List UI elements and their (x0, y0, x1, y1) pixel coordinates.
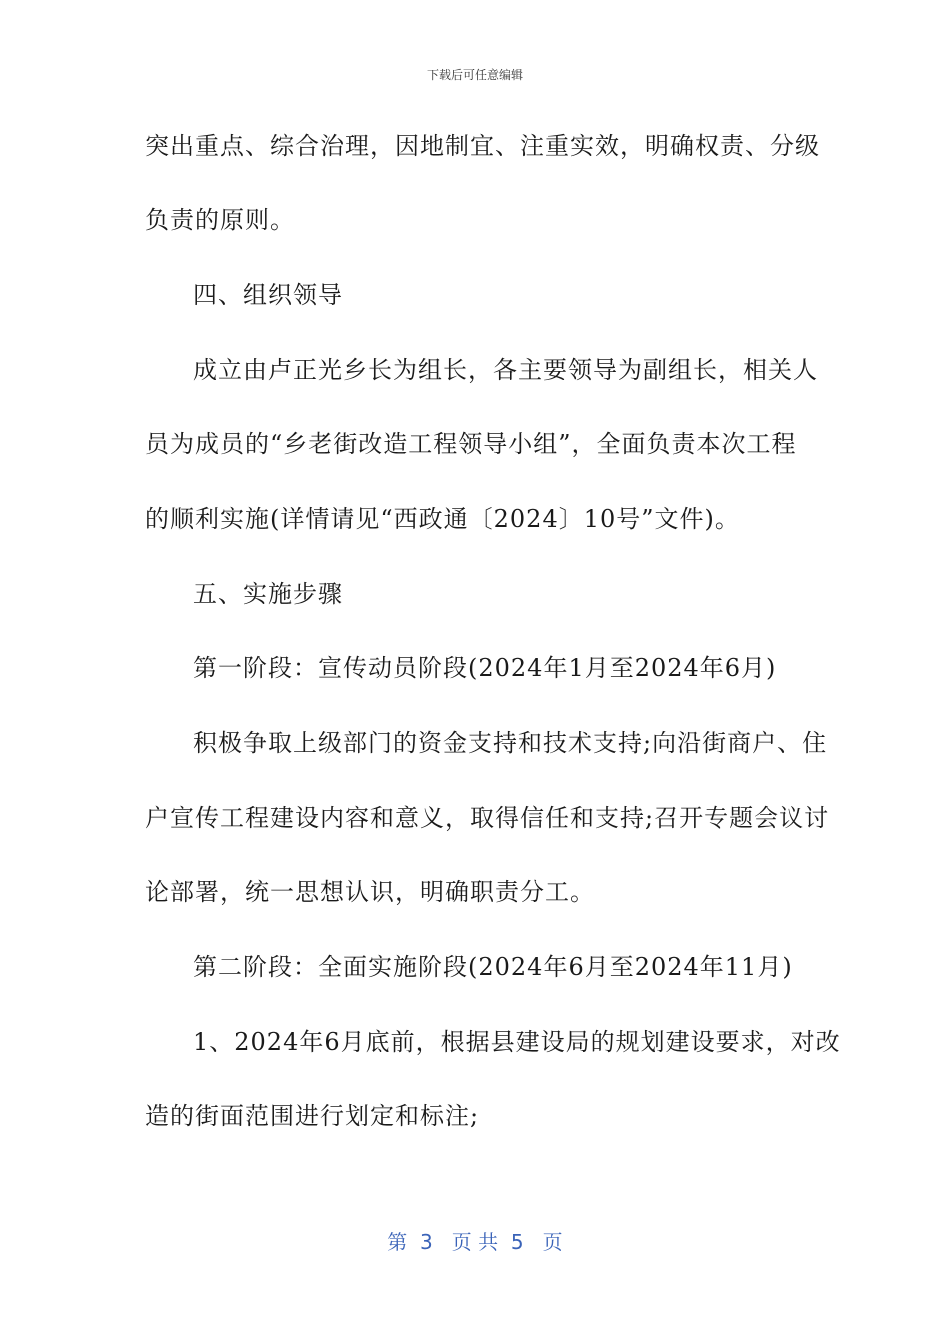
text-line: 的顺利实施(详情请见“西政通〔2024〕10号”文件)。 (145, 505, 740, 533)
text-line: 论部署，统一思想认识，明确职责分工。 (145, 878, 595, 906)
text-line: 突出重点、综合治理，因地制宜、注重实效，明确权责、分级 (145, 132, 820, 160)
page-header: 下载后可任意编辑 (426, 68, 523, 82)
text-line: 成立由卢正光乡长为组长，各主要领导为副组长，相关人 (193, 356, 818, 384)
section-heading: 四、组织领导 (193, 281, 343, 309)
text-line: 1、2024年6月底前，根据县建设局的规划建设要求，对改 (193, 1028, 841, 1056)
text-line: 员为成员的“乡老街改造工程领导小组”，全面负责本次工程 (145, 430, 797, 458)
text-line: 积极争取上级部门的资金支持和技术支持;向沿街商户、住 (193, 729, 828, 757)
text-line: 造的街面范围进行划定和标注; (145, 1102, 480, 1130)
page-number: 第 3 页 共 5 页 (387, 1230, 563, 1254)
stage-heading: 第一阶段：宣传动员阶段(2024年1月至2024年6月) (193, 654, 777, 682)
section-heading: 五、实施步骤 (193, 580, 343, 608)
text-line: 户宣传工程建设内容和意义，取得信任和支持;召开专题会议讨 (145, 804, 830, 832)
stage-heading: 第二阶段：全面实施阶段(2024年6月至2024年11月) (193, 953, 793, 981)
text-line: 负责的原则。 (145, 206, 295, 234)
